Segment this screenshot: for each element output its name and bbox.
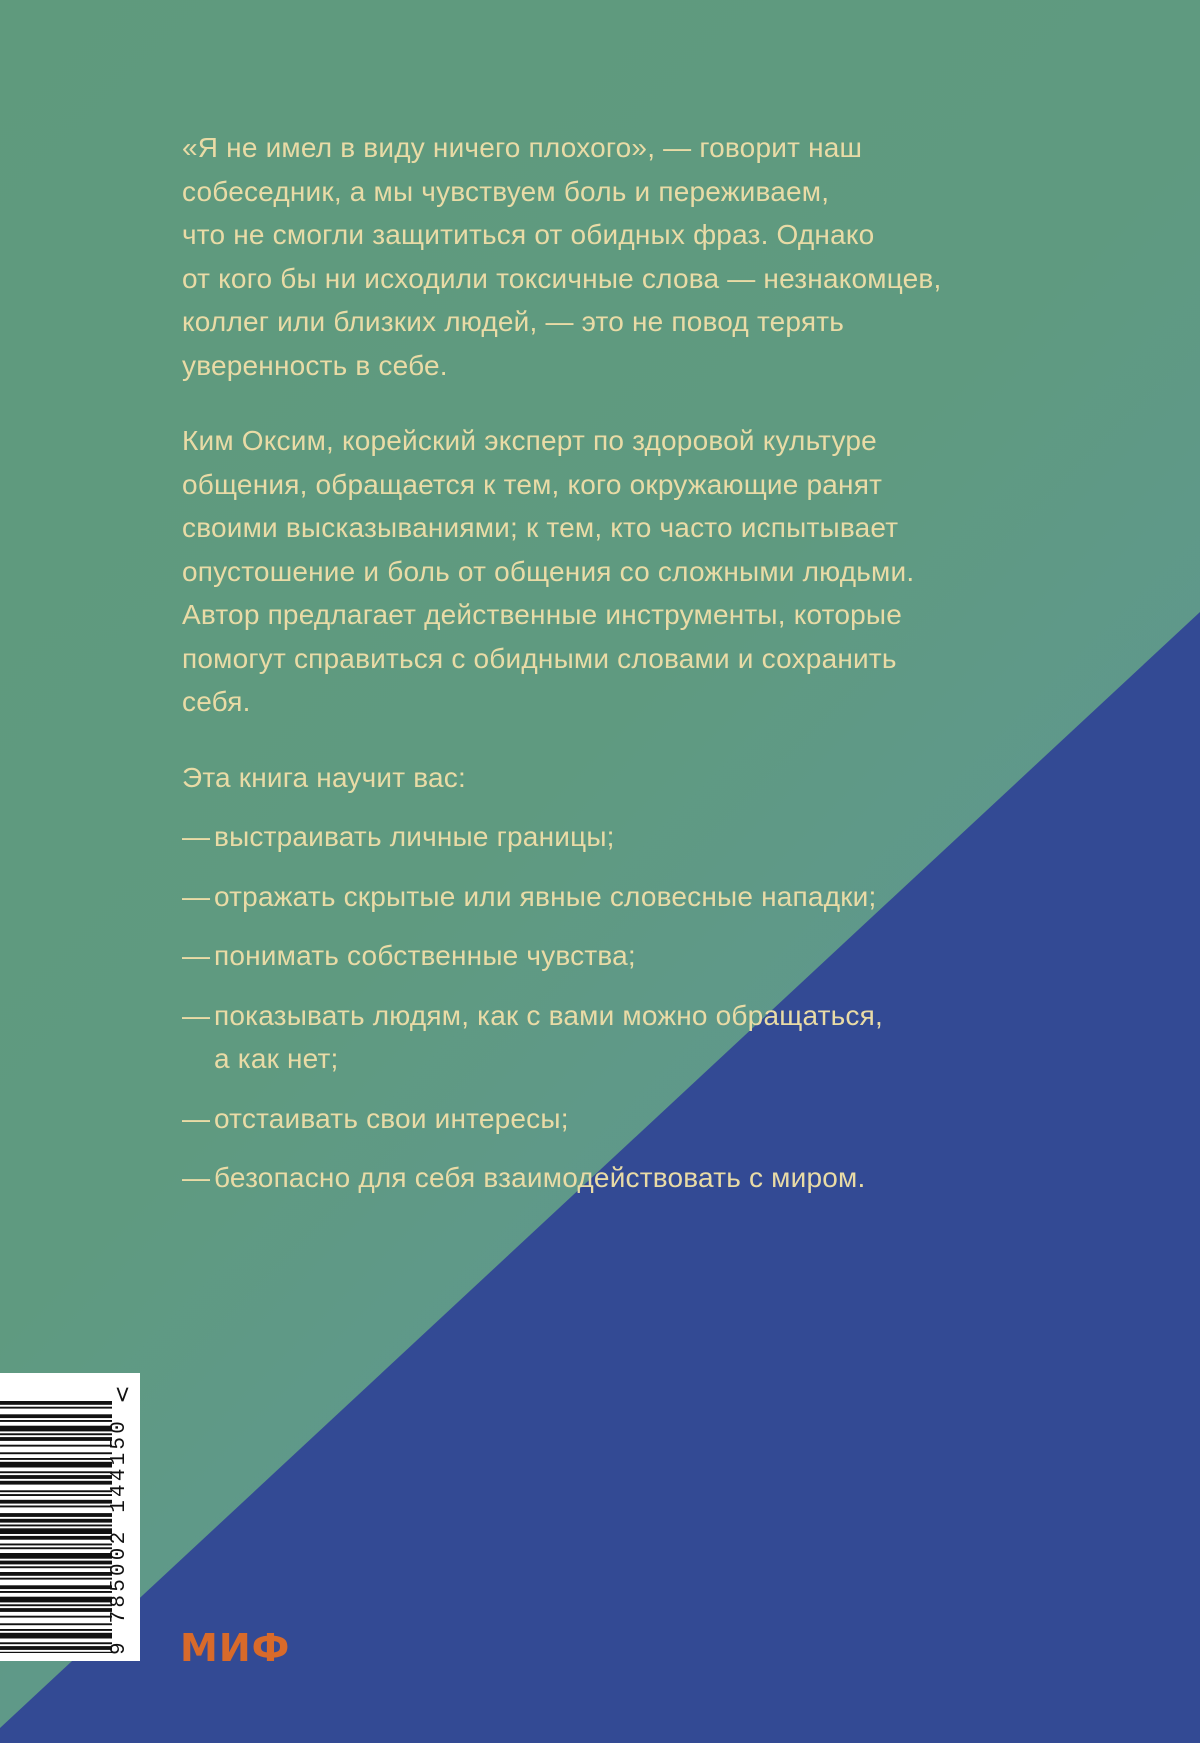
barcode-stripe bbox=[0, 1490, 112, 1492]
barcode-stripe bbox=[0, 1572, 112, 1576]
barcode-stripe bbox=[0, 1426, 112, 1432]
barcode-stripe bbox=[0, 1471, 112, 1473]
paragraph-line: себя. bbox=[182, 686, 251, 717]
barcode-stripe bbox=[0, 1494, 112, 1496]
barcode bbox=[0, 1373, 140, 1661]
barcode-stripe bbox=[0, 1597, 112, 1603]
barcode-stripe bbox=[0, 1616, 112, 1618]
list-item-text: выстраивать личные границы; bbox=[214, 821, 615, 852]
list-item bbox=[182, 994, 1062, 1081]
list-intro: Эта книга научит вас: bbox=[182, 761, 466, 793]
list-item bbox=[182, 875, 1062, 919]
barcode-stripe bbox=[0, 1544, 112, 1546]
list-dash: — bbox=[182, 880, 211, 912]
barcode-stripe bbox=[0, 1414, 112, 1418]
list-dash: — bbox=[182, 1102, 211, 1134]
barcode-stripe bbox=[0, 1462, 112, 1468]
paragraph-line: своими высказываниями; к тем, кто часто испытывает bbox=[182, 512, 899, 543]
paragraph-line: коллег или близких людей, — это не повод терять bbox=[182, 306, 845, 337]
list-item-text: показывать людям, как с вами можно обращаться, bbox=[214, 999, 883, 1031]
list-item bbox=[182, 1156, 1062, 1200]
list-dash: — bbox=[182, 999, 211, 1031]
barcode-stripe bbox=[0, 1528, 112, 1534]
list-item bbox=[182, 934, 1062, 978]
barcode-stripe bbox=[0, 1604, 112, 1606]
paragraph-line: опустошение и боль от общения со сложными людьми. bbox=[182, 555, 915, 587]
barcode-stripe bbox=[0, 1608, 112, 1612]
barcode-stripe bbox=[0, 1652, 112, 1653]
list-item-text: а как нет; bbox=[214, 1043, 339, 1074]
barcode-stripe bbox=[0, 1433, 112, 1435]
publisher-logo: МИФ bbox=[180, 1626, 291, 1670]
barcode-stripe bbox=[0, 1475, 112, 1479]
list-item bbox=[182, 815, 1062, 859]
list-dash: — bbox=[182, 940, 211, 971]
barcode-stripe bbox=[0, 1646, 112, 1650]
barcode-stripe bbox=[0, 1642, 112, 1644]
barcode-stripe bbox=[0, 1437, 112, 1441]
barcode-stripe bbox=[0, 1452, 112, 1454]
barcode-stripe bbox=[0, 1629, 112, 1631]
list-dash: — bbox=[182, 1162, 211, 1193]
cover-text bbox=[182, 126, 1062, 1216]
paragraph-author bbox=[182, 419, 1062, 724]
barcode-stripe bbox=[0, 1591, 112, 1593]
barcode-stripe bbox=[0, 1553, 112, 1559]
list-item bbox=[182, 1097, 1062, 1141]
barcode-stripe bbox=[0, 1458, 112, 1460]
barcode-stripe bbox=[0, 1525, 112, 1527]
barcode-stripe bbox=[0, 1536, 112, 1540]
benefits-list bbox=[182, 815, 1062, 1200]
list-item-text: отстаивать свои интересы; bbox=[214, 1102, 569, 1134]
barcode-stripe bbox=[0, 1566, 112, 1568]
list-item-text: безопасно для себя взаимодействовать с миром. bbox=[214, 1162, 866, 1193]
barcode-stripe bbox=[0, 1513, 112, 1517]
list-item-text: понимать собственные чувства; bbox=[214, 940, 636, 971]
barcode-digits: 9 785002 144150 bbox=[108, 1417, 131, 1655]
barcode-stripe bbox=[0, 1547, 112, 1549]
barcode-stripe bbox=[0, 1407, 112, 1409]
paragraph-line: что не смогли защититься от обидных фраз. Однако bbox=[182, 219, 875, 250]
paragraph-line: «Я не имел в виду ничего плохого», — говорит наш bbox=[182, 132, 863, 163]
barcode-stripe bbox=[0, 1401, 112, 1405]
barcode-stripe bbox=[0, 1481, 112, 1485]
barcode-bars bbox=[0, 1401, 112, 1653]
paragraph-line: уверенность в себе. bbox=[182, 349, 448, 381]
barcode-stripe bbox=[0, 1519, 112, 1523]
barcode-stripe bbox=[0, 1623, 112, 1625]
barcode-stripe bbox=[0, 1561, 112, 1565]
list-item-text: отражать скрытые или явные словесные нападки; bbox=[214, 880, 877, 912]
barcode-stripe bbox=[0, 1633, 112, 1639]
barcode-stripe bbox=[0, 1506, 112, 1508]
barcode-stripe bbox=[0, 1420, 112, 1422]
paragraph-line: Ким Оксим, корейский эксперт по здоровой культуре bbox=[182, 425, 877, 456]
list-dash: — bbox=[182, 821, 211, 852]
barcode-stripe bbox=[0, 1445, 112, 1447]
barcode-arrow-icon: > bbox=[109, 1385, 135, 1404]
paragraph-line: собеседник, а мы чувствуем боль и переживаем, bbox=[182, 175, 830, 207]
paragraph-line: Автор предлагает действенные инструменты, которые bbox=[182, 599, 902, 630]
paragraph-line: от кого бы ни исходили токсичные слова — незнакомцев, bbox=[182, 262, 942, 294]
paragraph-line: общения, обращается к тем, кого окружающие ранят bbox=[182, 468, 883, 500]
paragraph-line: помогут справиться с обидными словами и сохранить bbox=[182, 642, 897, 674]
barcode-stripe bbox=[0, 1578, 112, 1580]
barcode-stripe bbox=[0, 1585, 112, 1589]
barcode-stripe bbox=[0, 1500, 112, 1504]
paragraph-intro bbox=[182, 126, 1062, 387]
